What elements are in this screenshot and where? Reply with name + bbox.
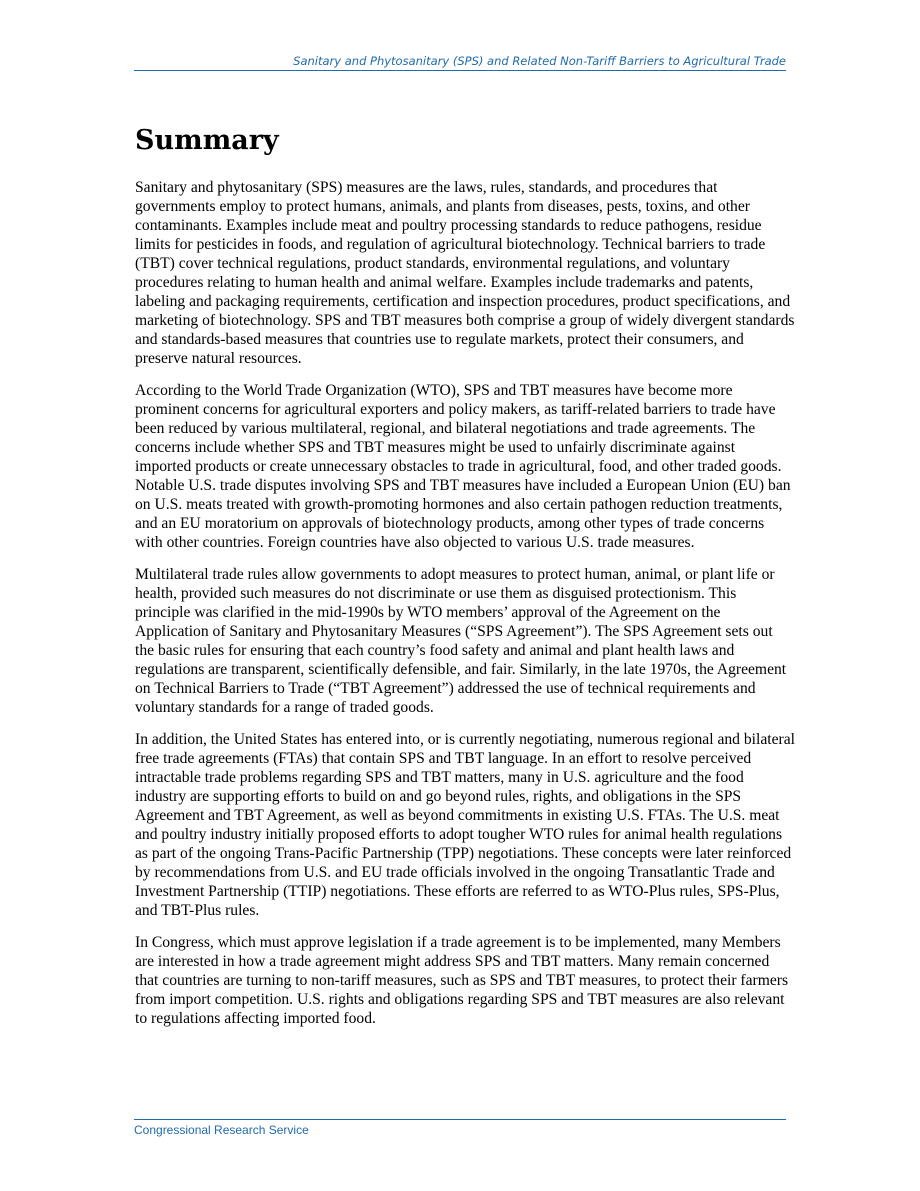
summary-paragraph: According to the World Trade Organization (WTO), SPS and TBT measures have become more prominent concerns for agricultural exporters and policy makers, as tariff-related barriers to trade have been reduced by various multilateral, regional, and bilateral negotiations and trade agreements. The concerns include whether SPS and TBT measures might be used to unfairly discriminate against imported products or create unnecessary obstacles to trade in agricultural, food, and other traded goods. Notable U.S. trade disputes involving SPS and TBT measures have included a European Union (EU) ban on U.S. meats treated with growth-promoting hormones and also certain pathogen reduction treatments, and an EU moratorium on approvals of biotechnology products, among other types of trade concerns with other countries. Foreign countries have also objected to various U.S. trade measures. xyxy=(135,382,791,551)
running-header-title: Sanitary and Phytosanitary (SPS) and Related Non-Tariff Barriers to Agricultural Trade xyxy=(293,54,786,68)
summary-body xyxy=(135,178,795,1041)
page-title: Summary xyxy=(135,125,279,156)
summary-paragraph: In Congress, which must approve legislation if a trade agreement is to be implemented, many Members are interested in how a trade agreement might address SPS and TBT matters. Many remain concerned that countries are turning to non-tariff measures, such as SPS and TBT measures, to protect their farmers from import competition. U.S. rights and obligations regarding SPS and TBT measures are also relevant to regulations affecting imported food. xyxy=(135,934,789,1027)
footer-publisher: Congressional Research Service xyxy=(134,1123,309,1137)
running-header xyxy=(134,54,786,71)
summary-paragraph: In addition, the United States has entered into, or is currently negotiating, numerous regional and bilateral free trade agreements (FTAs) that contain SPS and TBT language. In an effort to resolve perceived intractable trade problems regarding SPS and TBT matters, many in U.S. agriculture and the food industry are supporting efforts to build on and go beyond rules, rights, and obligations in the SPS Agreement and TBT Agreement, as well as beyond commitments in existing U.S. FTAs. The U.S. meat and poultry industry initially proposed efforts to adopt tougher WTO rules for animal health regulations as part of the ongoing Trans-Pacific Partnership (TPP) negotiations. These concepts were later reinforced by recommendations from U.S. and EU trade officials involved in the ongoing Transatlantic Trade and Investment Partnership (TTIP) negotiations. These efforts are referred to as WTO-Plus rules, SPS-Plus, and TBT-Plus rules. xyxy=(135,731,795,919)
summary-paragraph: Sanitary and phytosanitary (SPS) measures are the laws, rules, standards, and procedures that governments employ to protect humans, animals, and plants from diseases, pests, toxins, and other contaminants. Examples include meat and poultry processing standards to reduce pathogens, residue limits for pesticides in foods, and regulation of agricultural biotechnology. Technical barriers to trade (TBT) cover technical regulations, product standards, environmental regulations, and voluntary procedures relating to human health and animal welfare. Examples include trademarks and patents, labeling and packaging requirements, certification and inspection procedures, product specifications, and marketing of biotechnology. SPS and TBT measures both comprise a group of widely divergent standards and standards-based measures that countries use to regulate markets, protect their consumers, and preserve natural resources. xyxy=(135,179,795,367)
summary-paragraph: Multilateral trade rules allow governments to adopt measures to protect human, animal, or plant life or health, provided such measures do not discriminate or use them as disguised protectionism. This principle was clarified in the mid-1990s by WTO members’ approval of the Agreement on the Application of Sanitary and Phytosanitary Measures (“SPS Agreement”). The SPS Agreement sets out the basic rules for ensuring that each country’s food safety and animal and plant health laws and regulations are transparent, scientifically defensible, and fair. Similarly, in the late 1970s, the Agreement on Technical Barriers to Trade (“TBT Agreement”) addressed the use of technical requirements and voluntary standards for a range of traded goods. xyxy=(135,566,787,716)
running-footer xyxy=(134,1119,786,1138)
